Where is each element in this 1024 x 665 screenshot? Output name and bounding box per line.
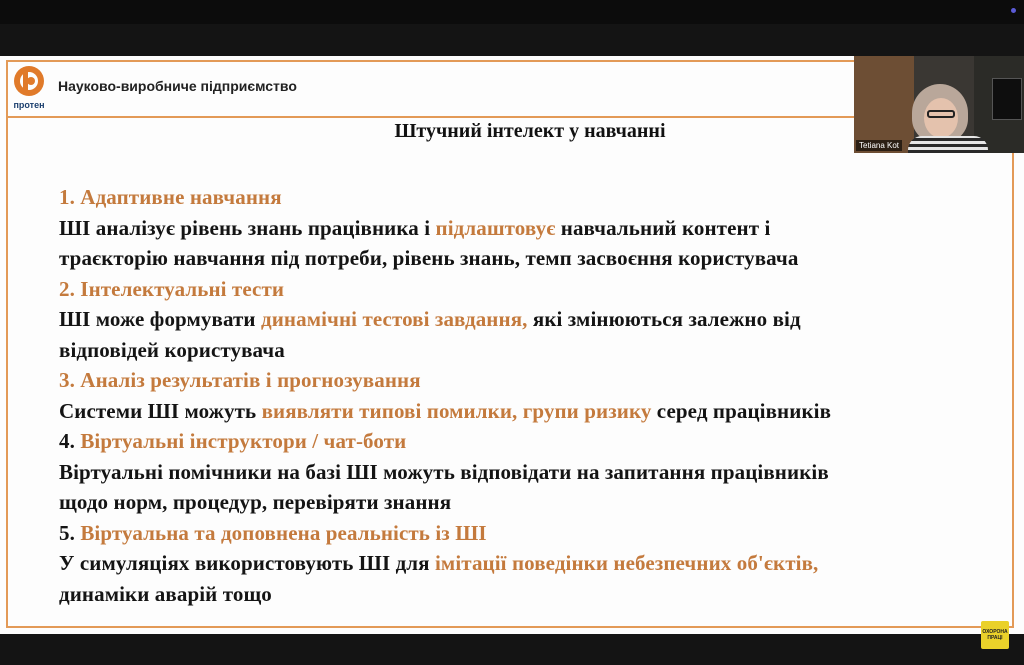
- slide-line: [59, 274, 1009, 305]
- slide-line: [59, 426, 1009, 457]
- body-text: Віртуальні помічники на базі ШІ можуть відповідати на запитання працівників: [59, 459, 829, 484]
- background-picture: [992, 78, 1022, 120]
- slide-line: [59, 365, 1009, 396]
- slide-line: [59, 396, 1009, 427]
- body-text: Системи ШІ можуть: [59, 398, 262, 423]
- body-text: серед працівників: [651, 398, 832, 423]
- slide-line: [59, 548, 1009, 579]
- highlighted-text: 1. Адаптивне навчання: [59, 185, 282, 209]
- slide-line: [59, 579, 1009, 610]
- participant-face: [924, 98, 958, 138]
- body-text: щодо норм, процедур, перевіряти знання: [59, 490, 452, 514]
- body-text: 4.: [59, 429, 81, 453]
- highlighted-text: підлаштовує: [435, 215, 556, 240]
- slide-line: [59, 213, 1009, 244]
- logo-text: протен: [13, 100, 45, 110]
- occupational-safety-badge: ОХОРОНА ПРАЦІ: [981, 621, 1009, 649]
- body-text: У симуляціях використовують ШІ для: [59, 551, 435, 575]
- slide-content: [59, 182, 1009, 609]
- status-dot-icon: [1011, 8, 1016, 13]
- slide-line: [59, 304, 1009, 335]
- body-text: відповідей користувача: [59, 337, 285, 362]
- body-text: 5.: [59, 520, 81, 545]
- slide-line: [59, 243, 1009, 274]
- slide-line: [59, 335, 1009, 366]
- slide-line: [59, 518, 1009, 549]
- highlighted-text: 2. Інтелектуальні тести: [59, 276, 285, 301]
- company-name: Науково-виробниче підприємство: [58, 78, 297, 94]
- meeting-top-bar: [0, 0, 1024, 24]
- body-text: навчальний контент і: [555, 215, 771, 240]
- highlighted-text: Віртуальні інструктори / чат-боти: [80, 429, 407, 453]
- participant-name-label: Tetiana Kot: [856, 140, 902, 151]
- highlighted-text: 3. Аналіз результатів і прогнозування: [59, 368, 421, 392]
- slide-line: [59, 457, 1009, 488]
- slide-line: [59, 487, 1009, 518]
- body-text: траєкторію навчання під потреби, рівень знань, темп засвоєння користувача: [59, 246, 799, 270]
- highlighted-text: Віртуальна та доповнена реальність із ШІ: [80, 520, 487, 545]
- highlighted-text: виявляти типові помилки, групи ризику: [261, 398, 652, 423]
- slide-line: [59, 182, 1009, 213]
- body-text: ШІ може формувати: [59, 307, 261, 331]
- header-divider: [6, 116, 854, 118]
- body-text: які змінюються залежно від: [527, 307, 801, 331]
- slide-title: Штучний інтелект у навчанні: [394, 120, 666, 142]
- body-text: динаміки аварій тощо: [59, 581, 272, 606]
- proten-logo: [10, 64, 48, 112]
- highlighted-text: динамічні тестові завдання,: [260, 307, 528, 331]
- participant-video-tile[interactable]: [854, 56, 1024, 153]
- body-text: ШІ аналізує рівень знань працівника і: [59, 215, 436, 240]
- highlighted-text: імітації поведінки небезпечних об'єктів,: [435, 551, 819, 575]
